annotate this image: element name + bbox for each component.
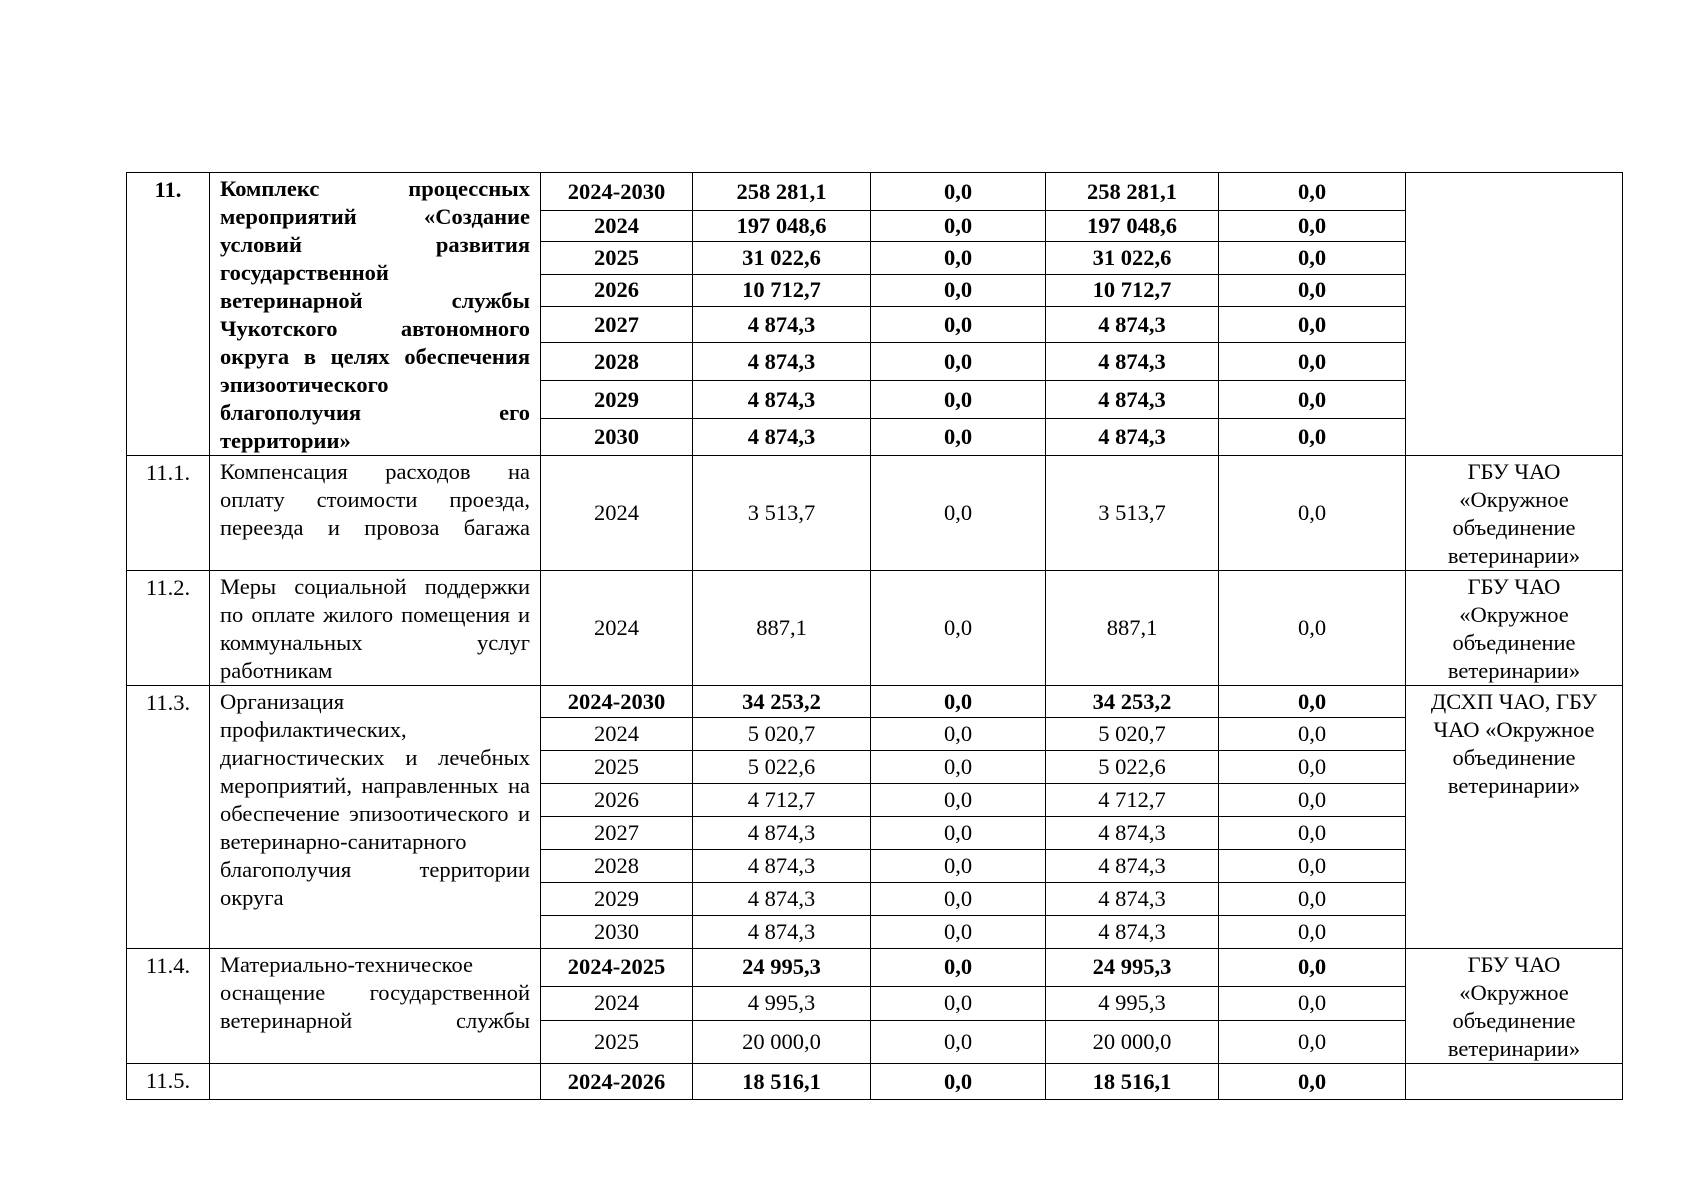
table-row (127, 1064, 1623, 1100)
federal-cell: 0,0 (871, 418, 1046, 455)
federal-cell: 0,0 (871, 686, 1046, 718)
total-cell: 4 874,3 (693, 306, 871, 342)
other-cell: 0,0 (1219, 986, 1406, 1021)
total-cell: 20 000,0 (693, 1021, 871, 1064)
other-cell: 0,0 (1219, 306, 1406, 342)
regional-cell: 4 874,3 (1046, 381, 1219, 418)
item-name: Материально-техническое оснащение государственной ветеринарной службы (210, 949, 541, 1064)
table-row (127, 173, 1623, 211)
total-cell: 18 516,1 (693, 1064, 871, 1100)
regional-cell: 24 995,3 (1046, 949, 1219, 987)
regional-cell: 31 022,6 (1046, 242, 1219, 274)
federal-cell: 0,0 (871, 1064, 1046, 1100)
other-cell: 0,0 (1219, 211, 1406, 242)
year-cell: 2024-2025 (541, 949, 693, 987)
total-cell: 887,1 (693, 571, 871, 686)
federal-cell: 0,0 (871, 173, 1046, 211)
other-cell: 0,0 (1219, 456, 1406, 571)
total-cell: 258 281,1 (693, 173, 871, 211)
year-cell: 2025 (541, 242, 693, 274)
regional-cell: 4 874,3 (1046, 343, 1219, 381)
year-cell: 2024 (541, 718, 693, 751)
other-cell: 0,0 (1219, 883, 1406, 916)
total-cell: 5 022,6 (693, 751, 871, 784)
year-cell: 2024 (541, 571, 693, 686)
total-cell: 4 995,3 (693, 986, 871, 1021)
federal-cell: 0,0 (871, 718, 1046, 751)
item-number: 11.4. (127, 949, 210, 1064)
total-cell: 4 712,7 (693, 784, 871, 817)
federal-cell: 0,0 (871, 916, 1046, 949)
other-cell: 0,0 (1219, 343, 1406, 381)
regional-cell: 4 712,7 (1046, 784, 1219, 817)
federal-cell: 0,0 (871, 949, 1046, 987)
total-cell: 4 874,3 (693, 418, 871, 455)
year-cell: 2026 (541, 274, 693, 306)
item-number: 11.1. (127, 456, 210, 571)
year-cell: 2029 (541, 381, 693, 418)
regional-cell: 887,1 (1046, 571, 1219, 686)
other-cell: 0,0 (1219, 718, 1406, 751)
year-cell: 2024 (541, 456, 693, 571)
federal-cell: 0,0 (871, 456, 1046, 571)
regional-cell: 5 020,7 (1046, 718, 1219, 751)
table-body (127, 173, 1623, 1100)
regional-cell: 3 513,7 (1046, 456, 1219, 571)
federal-cell: 0,0 (871, 242, 1046, 274)
year-cell: 2025 (541, 1021, 693, 1064)
other-cell: 0,0 (1219, 173, 1406, 211)
regional-cell: 34 253,2 (1046, 686, 1219, 718)
year-cell: 2024 (541, 211, 693, 242)
year-cell: 2029 (541, 883, 693, 916)
responsible-org (1406, 173, 1623, 456)
item-number: 11. (127, 173, 210, 456)
regional-cell: 4 874,3 (1046, 883, 1219, 916)
regional-cell: 4 874,3 (1046, 817, 1219, 850)
total-cell: 4 874,3 (693, 817, 871, 850)
year-cell: 2028 (541, 343, 693, 381)
table-row (127, 571, 1623, 686)
total-cell: 4 874,3 (693, 916, 871, 949)
regional-cell: 5 022,6 (1046, 751, 1219, 784)
year-cell: 2028 (541, 850, 693, 883)
regional-cell: 4 995,3 (1046, 986, 1219, 1021)
federal-cell: 0,0 (871, 571, 1046, 686)
other-cell: 0,0 (1219, 1021, 1406, 1064)
other-cell: 0,0 (1219, 242, 1406, 274)
other-cell: 0,0 (1219, 571, 1406, 686)
regional-cell: 197 048,6 (1046, 211, 1219, 242)
other-cell: 0,0 (1219, 949, 1406, 987)
federal-cell: 0,0 (871, 986, 1046, 1021)
federal-cell: 0,0 (871, 381, 1046, 418)
total-cell: 5 020,7 (693, 718, 871, 751)
item-name: Организация профилактических, диагностических и лечебных мероприятий, направленных на обеспечение эпизоотического и ветеринарно-санитарного благополучия территории округа (210, 686, 541, 949)
regional-cell: 4 874,3 (1046, 306, 1219, 342)
other-cell: 0,0 (1219, 418, 1406, 455)
regional-cell: 4 874,3 (1046, 850, 1219, 883)
year-cell: 2026 (541, 784, 693, 817)
federal-cell: 0,0 (871, 343, 1046, 381)
other-cell: 0,0 (1219, 381, 1406, 418)
federal-cell: 0,0 (871, 751, 1046, 784)
total-cell: 4 874,3 (693, 343, 871, 381)
item-name: Компенсация расходов на оплату стоимости проезда, переезда и провоза багажа (210, 456, 541, 571)
regional-cell: 4 874,3 (1046, 916, 1219, 949)
year-cell: 2025 (541, 751, 693, 784)
year-cell: 2024-2030 (541, 173, 693, 211)
total-cell: 4 874,3 (693, 381, 871, 418)
federal-cell: 0,0 (871, 306, 1046, 342)
regional-cell: 18 516,1 (1046, 1064, 1219, 1100)
year-cell: 2024 (541, 986, 693, 1021)
responsible-org: ГБУ ЧАО «Окружное объединение ветеринарии» (1406, 949, 1623, 1064)
other-cell: 0,0 (1219, 751, 1406, 784)
regional-cell: 10 712,7 (1046, 274, 1219, 306)
table-row (127, 456, 1623, 571)
total-cell: 4 874,3 (693, 883, 871, 916)
item-name (210, 1064, 541, 1100)
other-cell: 0,0 (1219, 1064, 1406, 1100)
regional-cell: 258 281,1 (1046, 173, 1219, 211)
year-cell: 2027 (541, 306, 693, 342)
total-cell: 10 712,7 (693, 274, 871, 306)
federal-cell: 0,0 (871, 883, 1046, 916)
federal-cell: 0,0 (871, 274, 1046, 306)
total-cell: 31 022,6 (693, 242, 871, 274)
other-cell: 0,0 (1219, 916, 1406, 949)
other-cell: 0,0 (1219, 686, 1406, 718)
federal-cell: 0,0 (871, 211, 1046, 242)
total-cell: 3 513,7 (693, 456, 871, 571)
funding-table (126, 172, 1623, 1100)
responsible-org (1406, 1064, 1623, 1100)
regional-cell: 4 874,3 (1046, 418, 1219, 455)
regional-cell: 20 000,0 (1046, 1021, 1219, 1064)
item-number: 11.3. (127, 686, 210, 949)
federal-cell: 0,0 (871, 1021, 1046, 1064)
other-cell: 0,0 (1219, 817, 1406, 850)
table-row (127, 686, 1623, 718)
item-number: 11.5. (127, 1064, 210, 1100)
year-cell: 2024-2030 (541, 686, 693, 718)
responsible-org: ГБУ ЧАО «Окружное объединение ветеринарии» (1406, 456, 1623, 571)
table-row (127, 949, 1623, 987)
other-cell: 0,0 (1219, 850, 1406, 883)
year-cell: 2027 (541, 817, 693, 850)
federal-cell: 0,0 (871, 850, 1046, 883)
responsible-org: ДСХП ЧАО, ГБУ ЧАО «Окружное объединение ветеринарии» (1406, 686, 1623, 949)
other-cell: 0,0 (1219, 274, 1406, 306)
other-cell: 0,0 (1219, 784, 1406, 817)
year-cell: 2024-2026 (541, 1064, 693, 1100)
total-cell: 4 874,3 (693, 850, 871, 883)
responsible-org: ГБУ ЧАО «Окружное объединение ветеринарии» (1406, 571, 1623, 686)
item-number: 11.2. (127, 571, 210, 686)
total-cell: 24 995,3 (693, 949, 871, 987)
year-cell: 2030 (541, 916, 693, 949)
item-name: Меры социальной поддержки по оплате жилого помещения и коммунальных услуг работникам (210, 571, 541, 686)
total-cell: 34 253,2 (693, 686, 871, 718)
item-name: Комплекс процессных мероприятий «Создание условий развития государственной ветеринарной службы Чукотского автономного округа в целях обеспечения эпизоотического благополучия его территории» (210, 173, 541, 456)
federal-cell: 0,0 (871, 817, 1046, 850)
year-cell: 2030 (541, 418, 693, 455)
federal-cell: 0,0 (871, 784, 1046, 817)
total-cell: 197 048,6 (693, 211, 871, 242)
